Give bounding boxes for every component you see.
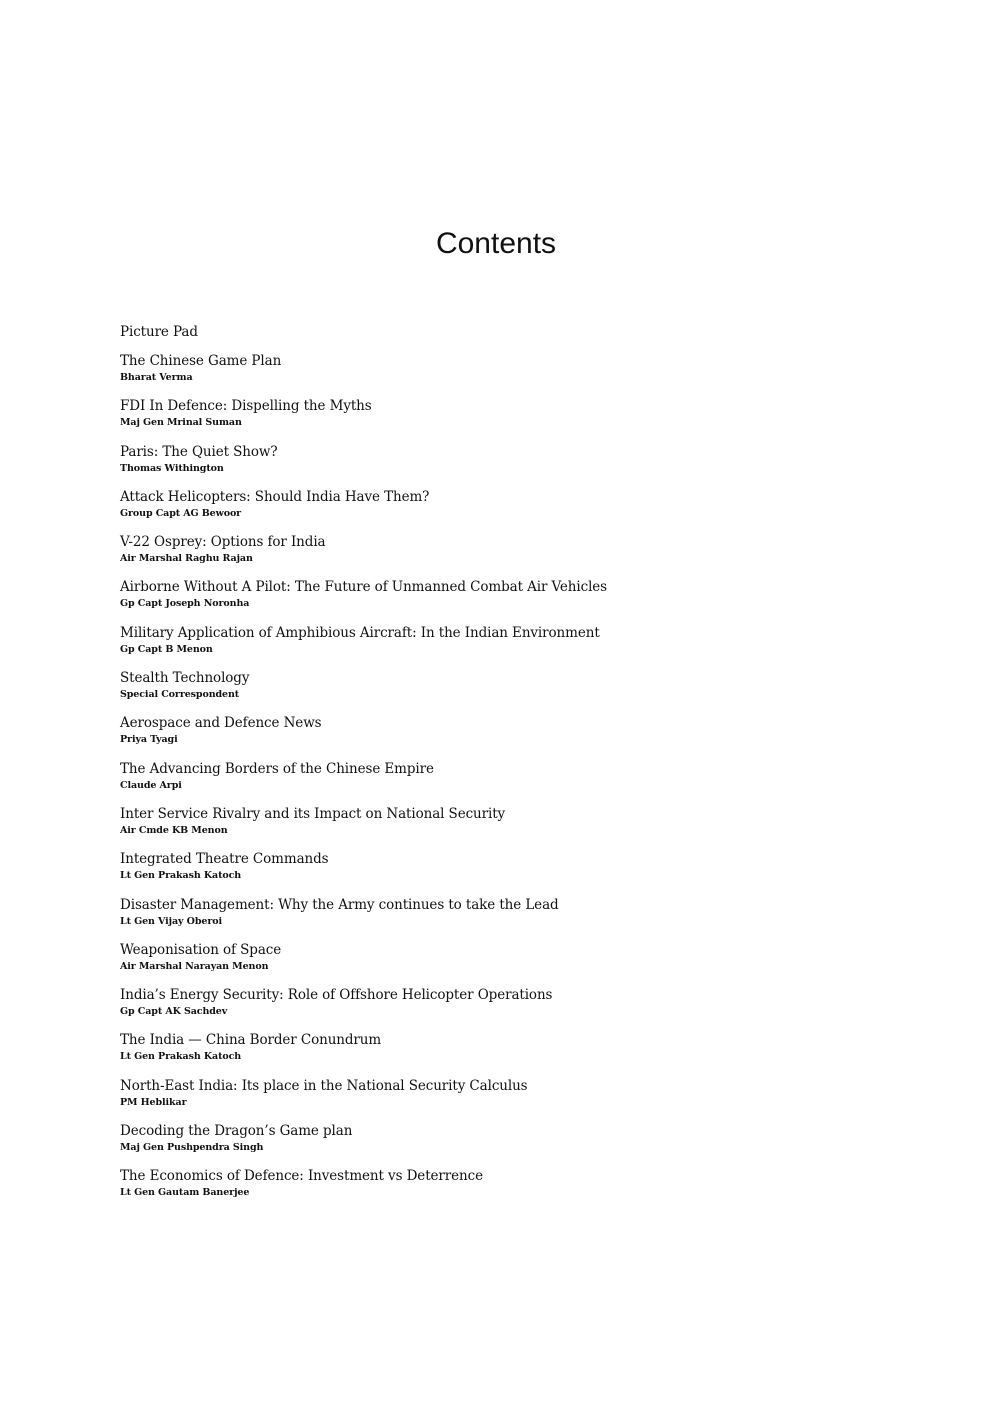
- toc-entry: [120, 850, 920, 895]
- entry-title: Stealth Technology: [120, 670, 250, 687]
- entry-title: Aerospace and Defence News: [120, 715, 322, 732]
- entry-title: Decoding the Dragon’s Game plan: [120, 1123, 353, 1140]
- entry-title: The Economics of Defence: Investment vs Deterrence: [120, 1168, 483, 1185]
- toc-entry: [120, 352, 920, 397]
- entry-author: Bharat Verma: [120, 372, 193, 383]
- entry-author: Lt Gen Vijay Oberoi: [120, 915, 222, 927]
- entry-author: Special Correspondent: [120, 689, 240, 701]
- entry-title: Disaster Management: Why the Army continues to take the Lead: [120, 896, 559, 913]
- toc-entry: [120, 941, 920, 986]
- entry-author: Gp Capt B Menon: [120, 643, 213, 655]
- entry-author: Air Cmde KB Menon: [120, 824, 228, 836]
- entry-title: The India — China Border Conundrum: [120, 1032, 382, 1049]
- entry-title: The Advancing Borders of the Chinese Empire: [120, 760, 434, 777]
- toc-entry: [120, 488, 920, 533]
- entry-title: Integrated Theatre Commands: [120, 851, 329, 868]
- toc-entry: [120, 1077, 920, 1122]
- toc-entry: [120, 669, 920, 714]
- entry-author: Lt Gen Gautam Banerjee: [120, 1187, 250, 1199]
- entry-title: FDI In Defence: Dispelling the Myths: [120, 398, 372, 415]
- entry-title: Attack Helicopters: Should India Have Them?: [120, 488, 430, 505]
- entry-title: The Chinese Game Plan: [120, 353, 282, 369]
- toc-entry: [120, 443, 920, 488]
- page-title: Contents: [435, 227, 557, 260]
- entry-title: Weaponisation of Space: [120, 941, 282, 958]
- entry-author: Maj Gen Pushpendra Singh: [120, 1142, 264, 1154]
- toc-entry: [120, 1167, 920, 1212]
- entry-author: Priya Tyagi: [120, 734, 178, 746]
- toc-entry: [120, 578, 920, 623]
- entry-title: Paris: The Quiet Show?: [120, 443, 278, 460]
- entry-title: Airborne Without A Pilot: The Future of Unmanned Combat Air Vehicles: [120, 579, 608, 596]
- toc-entry: [120, 533, 920, 578]
- toc-entry: [120, 714, 920, 759]
- entry-title: Inter Service Rivalry and its Impact on National Security: [120, 805, 506, 822]
- entry-author: Gp Capt AK Sachdev: [120, 1006, 228, 1018]
- entry-author: Lt Gen Prakash Katoch: [120, 1051, 242, 1063]
- toc-entry: [120, 323, 920, 352]
- entry-author: Air Marshal Raghu Rajan: [120, 553, 253, 565]
- entry-title: North-East India: Its place in the National Security Calculus: [120, 1077, 528, 1094]
- table-of-contents: [120, 323, 920, 1213]
- entry-author: Thomas Withington: [120, 462, 224, 474]
- entry-author: Lt Gen Prakash Katoch: [120, 870, 242, 882]
- toc-entry: [120, 760, 920, 805]
- entry-author: Claude Arpi: [120, 779, 182, 791]
- toc-entry: [120, 1031, 920, 1076]
- entry-author: Gp Capt Joseph Noronha: [120, 598, 250, 610]
- entry-title: Military Application of Amphibious Aircraft: In the Indian Environment: [120, 624, 600, 641]
- entry-title: India’s Energy Security: Role of Offshore Helicopter Operations: [120, 987, 553, 1004]
- toc-entry: [120, 624, 920, 669]
- entry-title: Picture Pad: [120, 324, 198, 340]
- toc-entry: [120, 805, 920, 850]
- entry-author: Air Marshal Narayan Menon: [120, 960, 269, 972]
- toc-entry: [120, 397, 920, 442]
- entry-title: V-22 Osprey: Options for India: [120, 534, 326, 551]
- entry-author: PM Heblikar: [120, 1096, 187, 1108]
- toc-entry: [120, 986, 920, 1031]
- toc-entry: [120, 896, 920, 941]
- toc-entry: [120, 1122, 920, 1167]
- entry-author: Maj Gen Mrinal Suman: [120, 417, 242, 429]
- entry-author: Group Capt AG Bewoor: [120, 507, 242, 519]
